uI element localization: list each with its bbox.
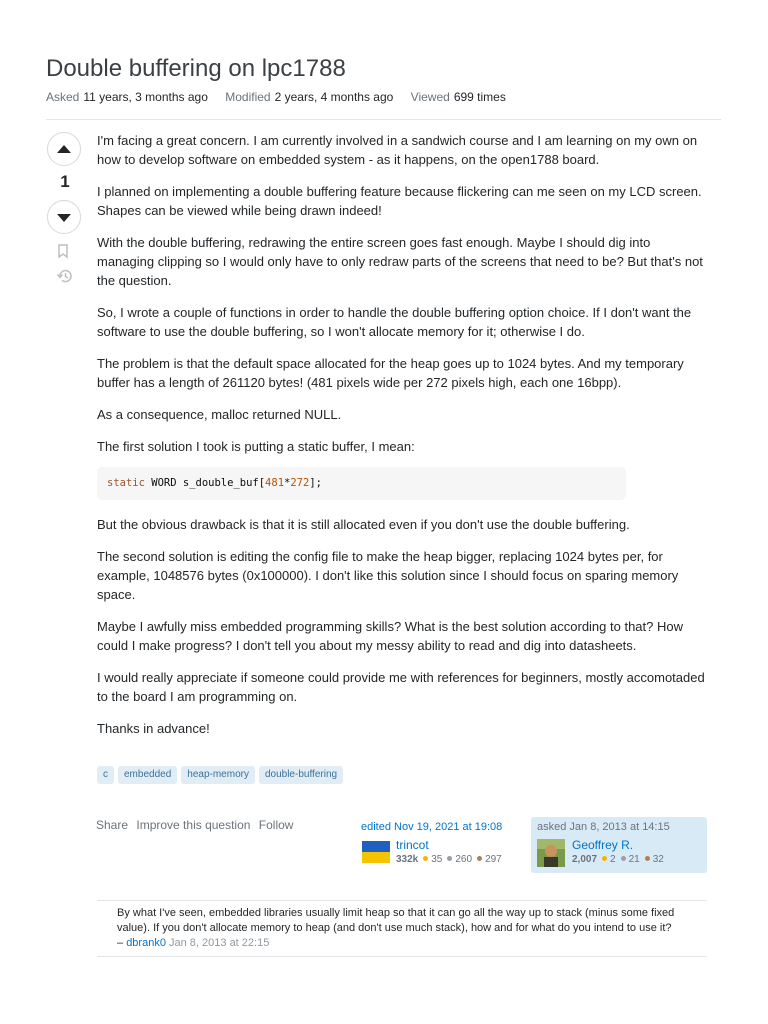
viewed-value: 699 times xyxy=(453,90,506,104)
comment xyxy=(117,906,702,951)
editor-silver-badges: 260 xyxy=(455,854,473,865)
paragraph: I planned on implementing a double buffering feature because flickering can me seen on my LCD screen. Shapes can be viewed while being drawn indeed! xyxy=(97,184,702,218)
code-text: ]; xyxy=(309,477,322,489)
tag-list xyxy=(97,764,347,784)
paragraph: The second solution is editing the config file to make the heap bigger, replacing 1024 bytes per, for example, 1048576 bytes (0x100000). I don't like this solution since I should focus on sparing memory space. xyxy=(97,549,679,602)
owner-gold-badges: 2 xyxy=(610,854,616,865)
owner-card xyxy=(531,817,707,873)
user-avatar[interactable] xyxy=(537,839,565,867)
editor-bronze-badges: 297 xyxy=(485,854,502,865)
editor-card xyxy=(361,818,526,872)
tag-embedded[interactable]: embedded xyxy=(118,766,177,784)
history-icon[interactable] xyxy=(56,268,73,284)
code-number: 272 xyxy=(290,477,310,489)
improve-question-link[interactable]: Improve this question xyxy=(136,818,251,832)
editor-reputation: 332k xyxy=(396,854,419,865)
header-divider xyxy=(46,119,721,120)
paragraph: Thanks in advance! xyxy=(97,721,210,736)
follow-link[interactable]: Follow xyxy=(258,818,294,832)
comments-divider xyxy=(97,900,707,901)
comment-user-link[interactable]: dbrank0 xyxy=(126,937,166,949)
editor-name[interactable]: trincot xyxy=(396,838,429,852)
paragraph: So, I wrote a couple of functions in order to handle the double buffering option choice. If I don't want the software to use the double buffering, so I won't allocate memory for it; otherwise I do. xyxy=(97,305,692,339)
viewed-label: Viewed xyxy=(410,90,450,104)
modified-label: Modified xyxy=(225,90,271,104)
question-body xyxy=(97,131,709,751)
question-meta xyxy=(46,90,520,104)
paragraph: Maybe I awfully miss embedded programming skills? What is the best solution according to that? How could I make progress? I don't tell you about my messy ability to read and dig into datasheets. xyxy=(97,619,683,653)
comment-date[interactable]: Jan 8, 2013 at 22:15 xyxy=(169,937,270,949)
code-block xyxy=(97,467,626,500)
vote-count: 1 xyxy=(60,172,70,191)
asked-date: asked Jan 8, 2013 at 14:15 xyxy=(537,821,670,833)
modified-value[interactable]: 2 years, 4 months ago xyxy=(274,90,394,104)
paragraph: The first solution I took is putting a static buffer, I mean: xyxy=(97,439,415,454)
paragraph: The problem is that the default space allocated for the heap goes up to 1024 bytes. And my temporary buffer has a length of 261120 bytes! (481 pixels wide per 272 pixels high, each one 16bpp). xyxy=(97,356,684,390)
downvote-button[interactable] xyxy=(47,200,81,234)
paragraph: But the obvious drawback is that it is still allocated even if you don't use the double buffering. xyxy=(97,517,630,532)
comment-dash: – xyxy=(117,937,127,949)
tag-c[interactable]: c xyxy=(97,766,114,784)
post-actions xyxy=(96,818,298,832)
owner-name[interactable]: Geoffrey R. xyxy=(572,838,634,852)
comments-bottom-divider xyxy=(97,956,707,957)
editor-gold-badges: 35 xyxy=(431,854,443,865)
ukraine-flag-avatar[interactable] xyxy=(362,841,390,863)
code-keyword: static xyxy=(107,477,145,489)
share-link[interactable]: Share xyxy=(96,818,129,832)
upvote-button[interactable] xyxy=(47,132,81,166)
asked-value: 11 years, 3 months ago xyxy=(83,90,208,104)
paragraph: I would really appreciate if someone could provide me with references for beginners, mostly accomotaded to the board I am programming on. xyxy=(97,670,705,704)
owner-bronze-badges: 32 xyxy=(652,854,664,865)
tag-heap-memory[interactable]: heap-memory xyxy=(181,766,255,784)
owner-silver-badges: 21 xyxy=(628,854,640,865)
tag-double-buffering[interactable]: double-buffering xyxy=(259,766,343,784)
code-text: WORD s_double_buf[ xyxy=(144,477,266,489)
owner-reputation: 2,007 xyxy=(572,854,598,865)
downvote-icon xyxy=(56,213,72,223)
paragraph: With the double buffering, redrawing the entire screen goes fast enough. Maybe I should dig into managing clipping so I would only have to only redraw parts of the screens that need to be? But that's not the question. xyxy=(97,235,703,288)
page-title[interactable]: Double buffering on lpc1788 xyxy=(46,55,346,82)
upvote-icon xyxy=(56,144,72,154)
asked-label: Asked xyxy=(46,90,80,104)
edited-date-link[interactable]: edited Nov 19, 2021 at 19:08 xyxy=(361,821,503,833)
bookmark-icon[interactable] xyxy=(56,243,70,259)
paragraph: I'm facing a great concern. I am currently involved in a sandwich course and I am learning on my own on how to develop software on embedded system - as it happens, on the open1788 board. xyxy=(97,133,698,167)
paragraph: As a consequence, malloc returned NULL. xyxy=(97,407,342,422)
code-operator: * xyxy=(284,477,291,489)
code-number: 481 xyxy=(265,477,285,489)
comment-text: By what I've seen, embedded libraries usually limit heap so that it can go all the way up to stack (minus some fixed value). If you don't allocate memory to heap (and don't use much stack), how and for what do you intend to use it? xyxy=(117,907,675,934)
